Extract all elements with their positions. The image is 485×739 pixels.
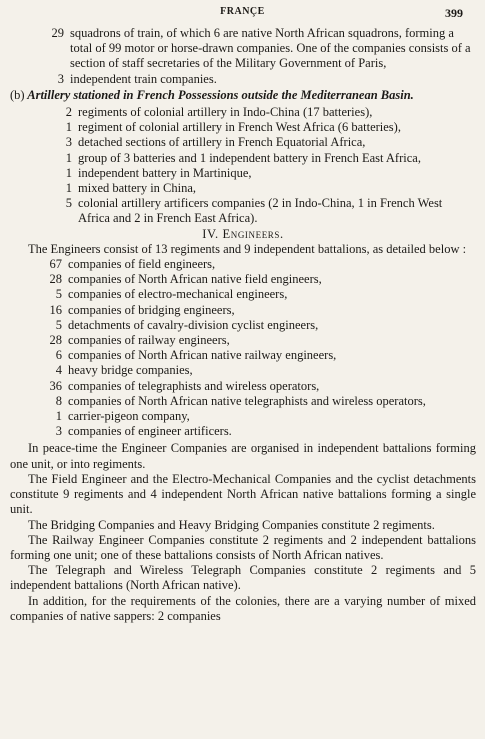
- item-text: carrier-pigeon company,: [68, 409, 190, 424]
- list-item: [10, 318, 476, 333]
- list-item: [10, 151, 476, 166]
- list-item: [10, 196, 476, 226]
- list-item: [10, 257, 476, 272]
- list-item: [10, 424, 476, 439]
- list-item: [10, 287, 476, 302]
- item-number: 5: [55, 287, 62, 302]
- item-number: 1: [55, 409, 62, 424]
- list-item: [10, 333, 476, 348]
- item-number: 3: [57, 71, 64, 86]
- engineers-intro: The Engineers consist of 13 regiments and 9 independent battalions, as detailed below :: [28, 241, 467, 256]
- item-number: 6: [55, 348, 62, 363]
- item-number: 1: [65, 150, 72, 165]
- item-text: companies of North African native field engineers,: [68, 272, 322, 287]
- item-text: companies of bridging engineers,: [68, 302, 235, 317]
- running-title: FRANÇE: [220, 6, 265, 17]
- running-header: [0, 6, 485, 22]
- item-text: companies of field engineers,: [68, 257, 216, 272]
- item-number: 4: [55, 363, 62, 378]
- item-text: mixed battery in China,: [78, 181, 197, 196]
- list-item: [10, 166, 476, 181]
- section-b-title: Artillery stationed in French Possessions outside the Mediterranean Basin.: [27, 87, 414, 102]
- list-item: [10, 272, 476, 287]
- item-number: 28: [49, 333, 62, 348]
- section-iv-heading: [10, 227, 476, 242]
- list-item: [10, 105, 476, 120]
- list-item: [10, 409, 476, 424]
- item-text: independent train companies.: [70, 71, 217, 86]
- item-text: regiments of colonial artillery in Indo-China (17 batteries),: [78, 105, 373, 120]
- paragraph: In peace-time the Engineer Companies are organised in independent battalions forming one unit, or into regiments.: [10, 441, 476, 471]
- item-number: 67: [49, 257, 62, 272]
- page-number: 399: [445, 6, 463, 20]
- list-item: [10, 363, 476, 378]
- list-item: [10, 394, 476, 409]
- item-text: detached sections of artillery in French Equatorial Africa,: [78, 135, 366, 150]
- item-text: companies of engineer artificers.: [68, 424, 232, 439]
- item-text: companies of railway engineers,: [68, 333, 230, 348]
- list-item: [10, 303, 476, 318]
- item-number: 28: [49, 272, 62, 287]
- item-number: 3: [65, 135, 72, 150]
- list-item: [10, 379, 476, 394]
- item-number: 1: [65, 120, 72, 135]
- paragraph: The Bridging Companies and Heavy Bridging Companies constitute 2 regiments.: [28, 517, 435, 532]
- item-number: 29: [51, 26, 64, 40]
- section-b-label: (b): [10, 87, 25, 102]
- item-text: companies of North African native telegraphists and wireless operators,: [68, 393, 426, 408]
- item-text: regiment of colonial artillery in French West Africa (6 batteries),: [78, 120, 401, 135]
- section-iv-number: IV.: [202, 226, 219, 241]
- item-number: 5: [55, 317, 62, 332]
- section-iv-title: Engineers.: [222, 226, 284, 241]
- train-list: [10, 26, 476, 87]
- list-item: [10, 72, 476, 87]
- paragraph: The Railway Engineer Companies constitute 2 regiments and 2 independent battalions forming one unit; one of these battalions consists of North African natives.: [10, 532, 476, 562]
- item-text: independent battery in Martinique,: [78, 165, 252, 180]
- list-item: [10, 26, 476, 72]
- item-text: group of 3 batteries and 1 independent battery in French East Africa,: [78, 150, 421, 165]
- artillery-list: [10, 105, 476, 227]
- item-text: companies of telegraphists and wireless operators,: [68, 378, 320, 393]
- item-number: 16: [49, 302, 62, 317]
- list-item: [10, 181, 476, 196]
- engineers-list: [10, 257, 476, 439]
- item-number: 8: [55, 393, 62, 408]
- paragraph: The Field Engineer and the Electro-Mechanical Companies and the cyclist detachments constitute 9 regiments and 4 independent North African native battalions forming a single unit.: [10, 471, 476, 517]
- item-text: companies of North African native railway engineers,: [68, 348, 337, 363]
- item-text: colonial artillery artificers companies (2 in Indo-China, 1 in French West Africa and 2 in French East Africa).: [78, 196, 443, 226]
- page-body: [10, 26, 476, 624]
- list-item: [10, 120, 476, 135]
- list-item: [10, 348, 476, 363]
- item-number: 5: [65, 196, 72, 211]
- item-number: 1: [65, 181, 72, 196]
- list-item: [10, 135, 476, 150]
- paragraph: In addition, for the requirements of the colonies, there are a varying number of mixed companies of native sappers: 2 companies: [10, 593, 476, 623]
- section-b-heading: [10, 88, 476, 103]
- item-text: heavy bridge companies,: [68, 363, 193, 378]
- item-text: squadrons of train, of which 6 are native North African squadrons, forming a total of 99 motor or horse-drawn companies. One of the companies consists of a section of staff secretaries of the Military Government of Paris,: [70, 26, 471, 71]
- item-text: detachments of cavalry-division cyclist engineers,: [68, 317, 319, 332]
- item-text: companies of electro-mechanical engineers,: [68, 287, 288, 302]
- item-number: 3: [55, 424, 62, 439]
- item-number: 36: [49, 378, 62, 393]
- item-number: 1: [65, 165, 72, 180]
- item-number: 2: [65, 105, 72, 120]
- paragraph: The Telegraph and Wireless Telegraph Companies constitute 2 regiments and 5 independent battalions (North African native).: [10, 563, 476, 593]
